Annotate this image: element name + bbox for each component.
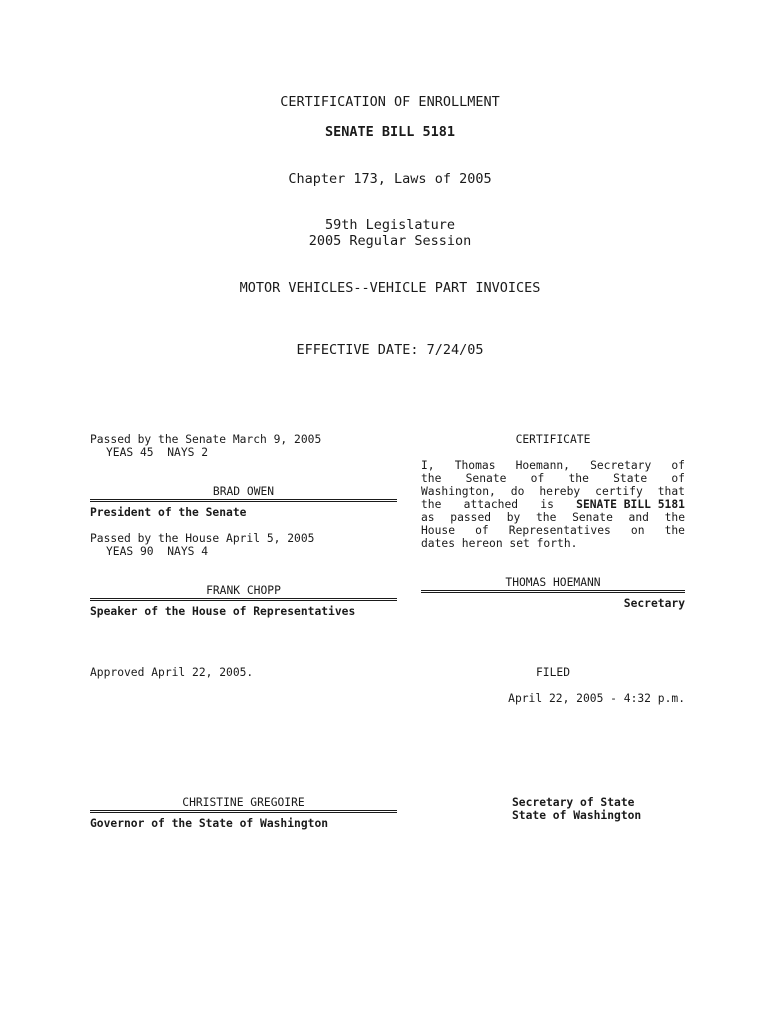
certificate-word: SENATE BILL 5181 bbox=[576, 498, 685, 511]
session-line: 2005 Regular Session bbox=[308, 233, 472, 249]
certificate-word: the bbox=[664, 511, 685, 524]
certificate-word: the bbox=[568, 472, 589, 485]
senate-passed: Passed by the Senate March 9, 2005 bbox=[90, 433, 322, 446]
certificate-heading: CERTIFICATE bbox=[515, 433, 591, 446]
approved-line: Approved April 22, 2005. bbox=[90, 666, 254, 679]
certificate-word: that bbox=[657, 485, 685, 498]
filed-heading: FILED bbox=[535, 666, 570, 679]
certificate-word: hereby bbox=[539, 485, 581, 498]
certificate-word: by bbox=[506, 511, 521, 524]
certificate-word: of bbox=[671, 459, 685, 472]
certificate-word: Thomas bbox=[454, 459, 496, 472]
certificate-line bbox=[421, 459, 685, 472]
certificate-word: Secretary bbox=[590, 459, 652, 472]
sos-title-2: State of Washington bbox=[512, 809, 642, 822]
senate-president-name: BRAD OWEN bbox=[212, 485, 275, 498]
senate-votes: YEAS 45 NAYS 2 bbox=[106, 446, 209, 459]
governor-name: CHRISTINE GREGOIRE bbox=[182, 796, 305, 809]
certificate-line bbox=[421, 524, 685, 537]
certificate-word: State bbox=[613, 472, 648, 485]
certificate-word: is bbox=[540, 498, 554, 511]
certificate-word: as bbox=[421, 511, 435, 524]
signature-rule bbox=[90, 499, 397, 502]
certificate-word: certify bbox=[595, 485, 643, 498]
house-passed: Passed by the House April 5, 2005 bbox=[90, 532, 315, 545]
speaker-name: FRANK CHOPP bbox=[206, 584, 281, 597]
secretary-title: Secretary bbox=[623, 597, 685, 610]
certificate-word: the bbox=[536, 511, 557, 524]
certificate-word: dates hereon set forth. bbox=[421, 537, 578, 550]
house-votes: YEAS 90 NAYS 4 bbox=[106, 545, 209, 558]
secretary-name: THOMAS HOEMANN bbox=[505, 576, 601, 589]
certificate-word: of bbox=[475, 524, 489, 537]
certification-title: CERTIFICATION OF ENROLLMENT bbox=[280, 94, 500, 110]
signature-rule bbox=[90, 810, 397, 813]
certificate-word: the bbox=[421, 472, 442, 485]
certificate-word: Senate bbox=[465, 472, 507, 485]
sos-title-1: Secretary of State bbox=[512, 796, 635, 809]
certificate-line bbox=[421, 498, 685, 511]
certificate-line bbox=[421, 485, 685, 498]
certificate-line bbox=[421, 472, 685, 485]
governor-title: Governor of the State of Washington bbox=[90, 817, 329, 830]
certificate-word: passed bbox=[450, 511, 492, 524]
certificate-word: do bbox=[510, 485, 525, 498]
senate-president-title: President of the Senate bbox=[90, 506, 247, 519]
certificate-word: Hoemann, bbox=[515, 459, 570, 472]
certificate-word: I, bbox=[421, 459, 435, 472]
certificate-word: Representatives bbox=[508, 524, 611, 537]
certificate-word: the bbox=[664, 524, 685, 537]
certificate-word: Washington, bbox=[421, 485, 496, 498]
certificate-line bbox=[421, 511, 685, 524]
bill-title: SENATE BILL 5181 bbox=[324, 124, 456, 140]
certificate-word: of bbox=[530, 472, 545, 485]
effective-date: EFFECTIVE DATE: 7/24/05 bbox=[296, 342, 484, 358]
subject-line: MOTOR VEHICLES--VEHICLE PART INVOICES bbox=[239, 280, 541, 296]
signature-rule bbox=[90, 598, 397, 601]
speaker-title: Speaker of the House of Representatives bbox=[90, 605, 356, 618]
certificate-word: on bbox=[630, 524, 645, 537]
certificate-line bbox=[421, 537, 685, 550]
certificate-word: and bbox=[628, 511, 649, 524]
certificate-word: of bbox=[671, 472, 685, 485]
filed-date: April 22, 2005 - 4:32 p.m. bbox=[508, 692, 685, 705]
certificate-word: attached bbox=[463, 498, 519, 511]
certificate-word: the bbox=[421, 498, 442, 511]
chapter-line: Chapter 173, Laws of 2005 bbox=[288, 171, 492, 187]
legislature-line: 59th Legislature bbox=[324, 217, 456, 233]
signature-rule bbox=[421, 590, 685, 593]
certificate-word: House bbox=[421, 524, 456, 537]
certificate-word: Senate bbox=[572, 511, 613, 524]
certificate-body bbox=[421, 459, 685, 550]
